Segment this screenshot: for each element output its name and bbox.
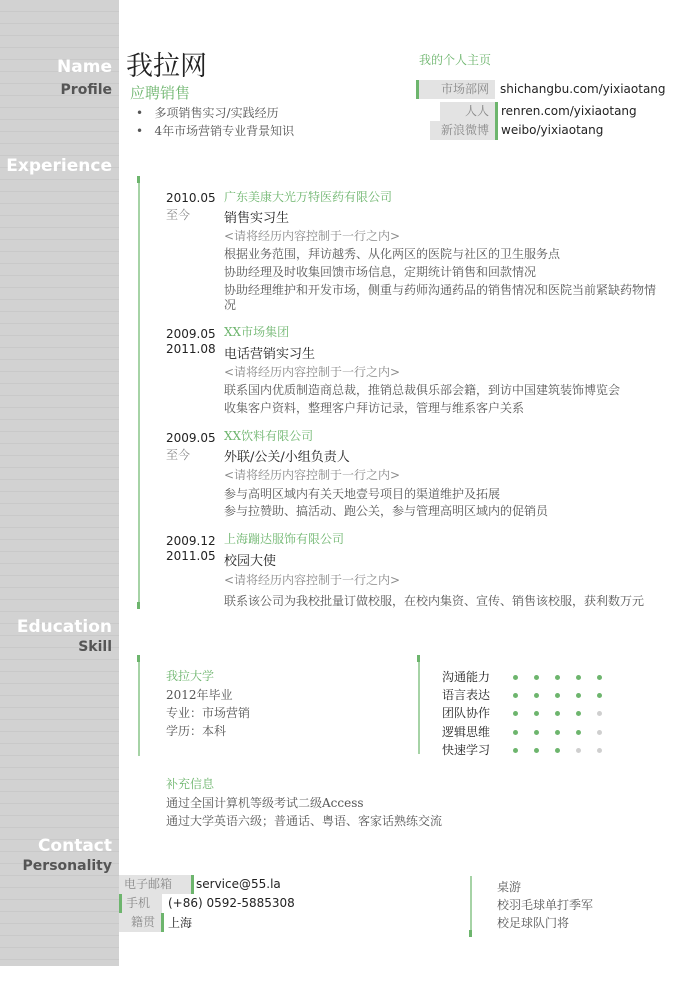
homepage-label: 新浪微博 <box>430 121 495 140</box>
skill-level-dot <box>534 675 539 680</box>
homepage-link[interactable]: renren.com/yixiaotang <box>501 104 637 118</box>
contact-phone[interactable]: (+86) 0592-5885308 <box>168 896 295 910</box>
skill-name: 快速学习 <box>442 742 491 757</box>
skill-level-dot <box>597 693 602 698</box>
skill-level-dot <box>555 693 560 698</box>
skill-level-dot <box>513 748 518 753</box>
skill-level-dot <box>534 711 539 716</box>
skill-level-dot <box>513 693 518 698</box>
summary-item: • 多项销售实习/实践经历 <box>136 106 279 120</box>
position-applied: 应聘销售 <box>130 84 191 102</box>
job-hint: <请将经历内容控制于一行之内> <box>224 468 401 482</box>
job-hint: <请将经历内容控制于一行之内> <box>224 573 401 587</box>
skill-level-dot <box>576 730 581 735</box>
job-line: 联系该公司为我校批量订做校服，在校内集资、宣传、销售该校服，获利数万元 <box>224 594 645 608</box>
job-role: 校园大使 <box>224 554 277 569</box>
education-timeline <box>138 656 140 756</box>
job-line: 根据业务范围，拜访越秀、从化两区的医院与社区的卫生服务点 <box>224 247 561 261</box>
job-company: 上海蹦达服饰有限公司 <box>224 532 345 546</box>
job-role: 外联/公关/小组负责人 <box>224 450 350 465</box>
school-name: 我拉大学 <box>166 669 215 683</box>
timeline-tick <box>417 655 420 662</box>
skill-level-dot <box>513 675 518 680</box>
education-line: 学历：本科 <box>166 724 227 738</box>
timeline-tick <box>137 176 140 183</box>
skills-divider <box>418 657 420 754</box>
timeline-tick <box>137 602 140 609</box>
job-line: 收集客户资料，整理客户拜访记录，管理与维系客户关系 <box>224 401 525 415</box>
skill-level-dot <box>534 693 539 698</box>
section-sub-personality: Personality <box>22 858 112 874</box>
skill-name: 逻辑思维 <box>442 724 491 739</box>
job-company: XX饮料有限公司 <box>224 429 314 443</box>
label-marker <box>495 121 498 140</box>
skill-level-dot <box>597 748 602 753</box>
skill-level-dot <box>576 675 581 680</box>
job-date-end: 2011.05 <box>166 549 216 563</box>
job-date-end: 至今 <box>166 448 191 462</box>
skill-level-dot <box>534 730 539 735</box>
skill-name: 团队协作 <box>442 706 491 721</box>
skill-name: 沟通能力 <box>442 670 491 684</box>
job-company: 广东美康大光万特医药有限公司 <box>224 190 393 204</box>
job-date-end: 2011.08 <box>166 342 216 356</box>
label-marker <box>161 913 164 932</box>
job-line: 联系国内优质制造商总裁，推销总裁俱乐部会籍，到访中国建筑装饰博览会 <box>224 383 621 397</box>
job-date-start: 2010.05 <box>166 191 216 205</box>
skill-level-dot <box>555 675 560 680</box>
job-date-start: 2009.12 <box>166 534 216 548</box>
hobbies-divider <box>470 876 472 934</box>
label-marker <box>191 875 194 894</box>
skill-level-dot <box>555 711 560 716</box>
job-hint: <请将经历内容控制于一行之内> <box>224 365 401 379</box>
hobby-item: 校足球队门将 <box>497 916 570 930</box>
hobby-item: 校羽毛球单打季军 <box>497 898 594 912</box>
summary-item: • 4年市场营销专业背景知识 <box>136 124 295 138</box>
section-sub-profile: Profile <box>60 82 112 98</box>
job-company: XX市场集团 <box>224 325 290 339</box>
skill-level-dot <box>576 693 581 698</box>
section-title-experience: Experience <box>6 156 112 176</box>
contact-label: 电子邮箱 <box>119 875 191 894</box>
hobby-item: 桌游 <box>497 880 522 894</box>
homepage-label: 人人 <box>440 102 495 121</box>
section-title-education: Education <box>16 617 112 637</box>
job-date-start: 2009.05 <box>166 327 216 341</box>
label-marker <box>495 102 498 121</box>
skill-level-dot <box>513 730 518 735</box>
job-line: 协助经理维护和开发市场，侧重与药师沟通药品的销售情况和医院当前紧缺药物情 <box>224 283 657 297</box>
skill-level-dot <box>534 748 539 753</box>
skill-level-dot <box>555 730 560 735</box>
sidebar <box>0 0 119 966</box>
contact-hometown: 上海 <box>168 916 193 930</box>
homepage-label: 市场部网 <box>419 80 495 99</box>
timeline-tick <box>469 930 472 937</box>
skill-level-dot <box>576 748 581 753</box>
job-line: 参与拉赞助、搞活动、跑公关，参与管理高明区域内的促销员 <box>224 504 549 518</box>
section-title-contact: Contact <box>37 836 112 856</box>
job-date-end: 至今 <box>166 208 191 222</box>
contact-label: 手机 <box>122 894 162 913</box>
section-title-name: Name <box>57 57 112 77</box>
contact-email[interactable]: service@55.la <box>196 877 281 891</box>
skill-level-dot <box>555 748 560 753</box>
job-hint: <请将经历内容控制于一行之内> <box>224 229 401 243</box>
homepage-link[interactable]: shichangbu.com/yixiaotang <box>500 82 666 96</box>
skill-level-dot <box>597 711 602 716</box>
job-role: 电话营销实习生 <box>224 347 316 362</box>
experience-timeline <box>138 178 140 608</box>
extra-line: 通过大学英语六级；普通话、粤语、客家话熟练交流 <box>166 814 443 828</box>
timeline-tick <box>137 655 140 662</box>
skill-level-dot <box>597 675 602 680</box>
skill-level-dot <box>576 711 581 716</box>
education-line: 专业：市场营销 <box>166 706 251 720</box>
job-date-start: 2009.05 <box>166 431 216 445</box>
job-line: 参与高明区域内有关天地壹号项目的渠道维护及拓展 <box>224 487 501 501</box>
contact-label: 籍贯 <box>119 913 161 932</box>
skill-level-dot <box>597 730 602 735</box>
job-line: 协助经理及时收集回馈市场信息，定期统计销售和回款情况 <box>224 265 537 279</box>
homepage-link[interactable]: weibo/yixiaotang <box>501 123 604 137</box>
education-line: 2012年毕业 <box>166 688 233 702</box>
extra-title: 补充信息 <box>166 777 215 791</box>
section-sub-skill: Skill <box>78 639 112 655</box>
skill-name: 语言表达 <box>442 688 491 703</box>
person-name: 我拉网 <box>126 51 207 82</box>
job-line: 况 <box>224 298 237 312</box>
homepage-title: 我的个人主页 <box>419 53 492 67</box>
skill-level-dot <box>513 711 518 716</box>
job-role: 销售实习生 <box>224 211 290 226</box>
extra-line: 通过全国计算机等级考试二级Access <box>166 796 364 810</box>
